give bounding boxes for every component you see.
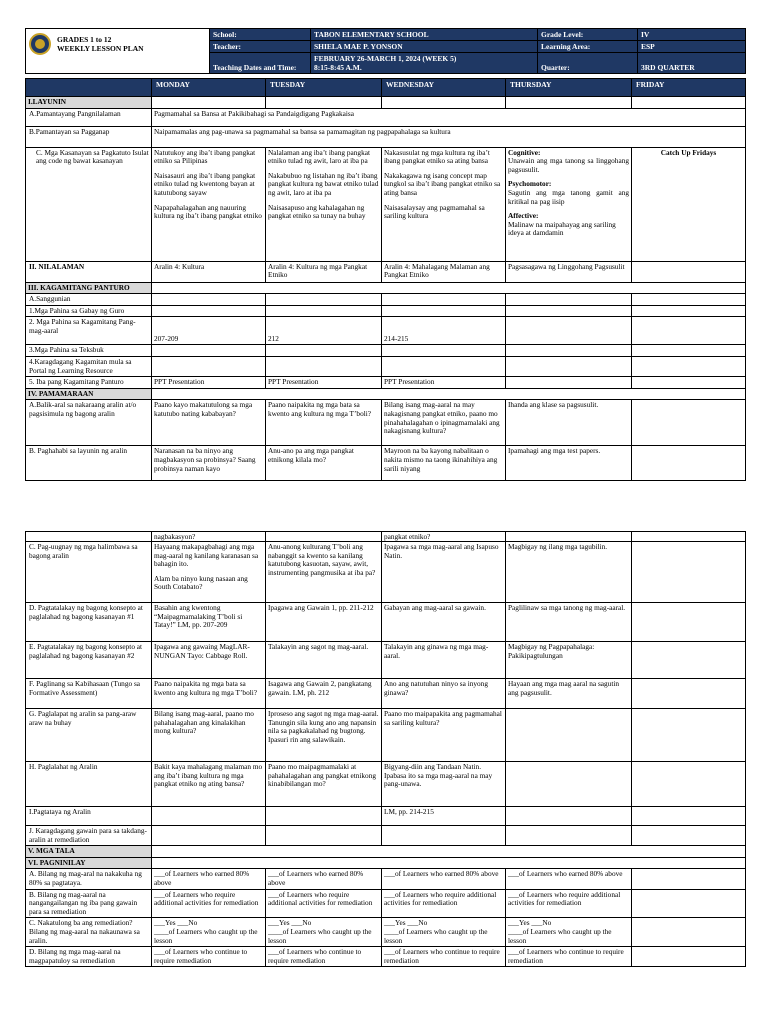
- day-header-thursday: THURSDAY: [506, 79, 632, 97]
- pag-uugnay-tuesday: Anu-anong kulturang T’boli ang nabanggit sa kwento sa kanilang katutubong kasuotan, sayaw, awit, instrumenting pangmusika at iba pa?: [266, 542, 382, 603]
- continue-remediation-tuesday: ___of Learners who continue to require remediation: [266, 947, 382, 967]
- row-label-paglalahat: H. Paglalahat ng Aralin: [26, 762, 152, 807]
- ppt-monday: PPT Presentation: [152, 377, 266, 389]
- row-label-paglalapat: G. Paglalapat ng aralin sa pang-araw araw na buhay: [26, 709, 152, 762]
- plan-title-line2: WEEKLY LESSON PLAN: [57, 44, 144, 53]
- pamantayang-pangnilalaman-text: Pagmamahal sa Bansa at Pakikibahagi sa Pandaigdigang Pagkakaisa: [152, 108, 746, 126]
- remediation-needed-wednesday: ___of Learners who require additional activities for remediation: [382, 889, 506, 918]
- nilalaman-monday: Aralin 4: Kultura: [152, 261, 266, 282]
- paglinang-monday: Paano naipakita ng mga bata sa kwento ang kultura ng mga T’boli?: [152, 679, 266, 709]
- pagtatalakay-2-wednesday: Talakayin ang ginawa ng mga mag-aaral.: [382, 642, 506, 679]
- row-label-remediation-helped: C. Nakatulong ba ang remediation? Bilang ng mag-aaral na nakaunawa sa aralin.: [26, 918, 152, 947]
- row-label-nakakuha-80: A. Bilang ng mag-aral na nakakuha ng 80% sa pagtataya.: [26, 869, 152, 889]
- nakakuha-80-tuesday: ___of Learners who earned 80% above: [266, 869, 382, 889]
- row-label-iba-pang-kagamitan: 5. Iba pang Kagamitang Panturo: [26, 377, 152, 389]
- kagamitan-pages-wednesday: 214-215: [382, 317, 506, 345]
- pagtatalakay-2-thursday: Magbigay ng Pagpapahalaga: Pakikipagtulungan: [506, 642, 632, 679]
- day-header-friday: FRIDAY: [632, 79, 746, 97]
- kasanayan-wednesday-1: Nakasusulat ng mga kultura ng iba’t ibang pangkat etniko sa ating bansa: [384, 147, 490, 166]
- psychomotor-label: Psychomotor:: [508, 179, 552, 189]
- affective-text: Malinaw na maipahayag ang sariling ideya at damdamin: [508, 219, 616, 238]
- nilalaman-thursday: Pagsasagawa ng Linggohang Pagsusulit: [506, 261, 632, 282]
- paglalapat-monday: Bilang isang mag-aaral, paano mo pahahalagahan ang kinalakihan mong kultura?: [152, 709, 266, 762]
- header-title-cell: [26, 29, 210, 74]
- kasanayan-monday: [152, 147, 266, 261]
- pagtataya-wednesday: LM, pp. 214-215: [382, 807, 506, 826]
- pagtatalakay-1-tuesday: Ipagawa ang Gawain 1, pp. 211-212: [266, 603, 382, 642]
- day-header-monday: MONDAY: [152, 79, 266, 97]
- ppt-wednesday: PPT Presentation: [382, 377, 506, 389]
- pagtatalakay-1-wednesday: Gabayan ang mag-aaral sa gawain.: [382, 603, 506, 642]
- row-label-paglinang: F. Paglinang sa Kabihasaan (Tungo sa Formative Assessment): [26, 679, 152, 709]
- remediation-needed-tuesday: ___of Learners who require additional activities for remediation: [266, 889, 382, 918]
- day-header-tuesday: TUESDAY: [266, 79, 382, 97]
- yes-no: ___Yes ___No: [154, 918, 198, 928]
- pag-uugnay-monday-2: Alam ba ninyo kung nasaan ang South Cotabato?: [154, 573, 248, 592]
- area-value: ESP: [638, 41, 746, 53]
- section-mga-tala: V. MGA TALA: [26, 846, 152, 858]
- section-pamamaraan: IV. PAMAMARAAN: [26, 388, 152, 400]
- section-nilalaman: II. NILALAMAN: [26, 261, 152, 282]
- nilalaman-tuesday: Aralin 4: Kultura ng mga Pangkat Etniko: [266, 261, 382, 282]
- caught-up: ____of Learners who caught up the lesson: [384, 926, 488, 945]
- pag-uugnay-monday-1: Hayaang makapagbahagi ang mga mag-aaral ng kanilang karanasan sa bahagin ito.: [154, 542, 259, 569]
- dates-value: [311, 53, 538, 74]
- pamantayan-pagganap-text: Naipamamalas ang pag-unawa sa pagmamahal sa bansa sa pamamagitan ng pagpapahalaga sa kultura: [152, 126, 746, 147]
- caught-up: ____of Learners who caught up the lesson: [268, 926, 372, 945]
- balik-aral-tuesday: Paano naipakita ng mga bata sa kwento ang kultura ng mga T’boli?: [266, 400, 382, 446]
- teacher-value: SHIELA MAE P. YONSON: [311, 41, 538, 53]
- row-label-pagtatalakay-2: E. Pagtatalakay ng bagong konsepto at paglalahad ng bagong kasanayan #2: [26, 642, 152, 679]
- continued-monday: nagbakasyon?: [152, 532, 266, 542]
- row-label-remediation-needed: B. Bilang ng mag-aaral na nangangailangan ng iba pang gawain para sa remediation: [26, 889, 152, 918]
- deped-seal-icon: [29, 33, 51, 55]
- row-label-kasanayan: C. Mga Kasanayan sa Pagkatuto Isulat ang code ng bawat kasanayan: [26, 147, 152, 261]
- remediation-helped-thursday: [506, 918, 632, 947]
- row-label-gabay-guro: 1.Mga Pahina sa Gabay ng Guro: [26, 305, 152, 317]
- pag-uugnay-wednesday: Ipagawa sa mga mag-aaral ang Isapuso Natin.: [382, 542, 506, 603]
- remediation-helped-wednesday: [382, 918, 506, 947]
- section-layunin: I.LAYUNIN: [26, 97, 152, 109]
- ppt-tuesday: PPT Presentation: [266, 377, 382, 389]
- kasanayan-tuesday: [266, 147, 382, 261]
- paglalapat-tuesday: Iproseso ang sagot ng mga mag-aaral. Tanungin sila kung ano ang napansin nila sa pagkakalahad ng bugtong. Ipasuri rin ang salawikain.: [266, 709, 382, 762]
- kasanayan-tuesday-3: Naisasapuso ang kahalagahan ng pangkat etniko sa tunay na buhay: [268, 202, 366, 221]
- yes-no: ___Yes ___No: [384, 918, 428, 928]
- kagamitan-pages-tuesday: 212: [266, 317, 382, 345]
- kagamitan-pages-monday: 207-209: [152, 317, 266, 345]
- lesson-table-page2: [25, 531, 746, 967]
- teacher-label: Teacher:: [210, 41, 311, 53]
- pagtatalakay-1-thursday: Paglilinaw sa mga tanong ng mag-aaral.: [506, 603, 632, 642]
- paglalahat-monday: Bakit kaya mahalagang malaman mo ang iba’t ibang kultura ng mga pangkat etniko ng ating bansa?: [152, 762, 266, 807]
- yes-no: ___Yes ___No: [268, 918, 312, 928]
- header-table: [25, 28, 746, 74]
- plan-title-line1: GRADES 1 to 12: [57, 35, 112, 44]
- cognitive-label: Cognitive:: [508, 147, 541, 157]
- kasanayan-tuesday-1: Nalalaman ang iba’t ibang pangkat etniko tulad ng awit, laro at iba pa: [268, 147, 370, 166]
- lesson-table-page1: [25, 78, 746, 481]
- row-label-teksbuk: 3.Mga Pahina sa Teksbuk: [26, 345, 152, 357]
- paglinang-thursday: Hayaan ang mga mag aaral na sagutin ang pagsusulit.: [506, 679, 632, 709]
- dates-label: Teaching Dates and Time:: [210, 53, 311, 74]
- row-label-pag-uugnay: C. Pag-uugnay ng mga halimbawa sa bagong aralin: [26, 542, 152, 603]
- row-label-pagtataya: I.Pagtataya ng Aralin: [26, 807, 152, 826]
- pagtatalakay-1-monday: Basahin ang kwentong “Maipagmamalaking T’boli si Tatay!” LM, pp. 207-209: [152, 603, 266, 642]
- row-label-karagdagang-gawain: J. Karagdagang gawain para sa takdang-aralin at remediation: [26, 826, 152, 846]
- row-label-portal: 4.Karagdagang Kagamitan mula sa Portal ng Learning Resource: [26, 356, 152, 376]
- kasanayan-wednesday-2: Nakakagawa ng isang concept map tungkol sa iba’t ibang pangkat etniko sa ating bansa: [384, 170, 501, 197]
- kasanayan-tuesday-2: Nakabubuo ng listahan ng iba’t ibang pangkat kultura ng bawat etniko tulad ng awit, laro at iba pa: [268, 170, 379, 197]
- kasanayan-wednesday-3: Naisasalaysay ang pagmamahal sa sariling kultura: [384, 202, 485, 221]
- remediation-needed-thursday: ___of Learners who require additional activities for remediation: [506, 889, 632, 918]
- row-label-pamantayang-pangnilalaman: A.Pamantayang Pangnilalaman: [26, 108, 152, 126]
- continued-wednesday: pangkat etniko?: [382, 532, 506, 542]
- row-label-balik-aral: A.Balik-aral sa nakaraang aralin at/o pagsisimula ng bagong aralin: [26, 400, 152, 446]
- pagtatalakay-2-tuesday: Talakayin ang sagot ng mag-aaral.: [266, 642, 382, 679]
- remediation-helped-monday: [152, 918, 266, 947]
- school-value: TABON ELEMENTARY SCHOOL: [311, 29, 538, 41]
- school-label: School:: [210, 29, 311, 41]
- psychomotor-text: Sagutin ang mga tanong gamit ang kritikal na pag iisip: [508, 187, 629, 206]
- kasanayan-monday-2: Naisasauri ang iba’t ibang pangkat etniko tulad ng kwentong bayan at katutubong sayaw: [154, 170, 256, 197]
- paghahabi-tuesday: Anu-ano pa ang mga pangkat etnikong kilala mo?: [266, 446, 382, 481]
- balik-aral-monday: Paano kayo makatutulong sa mga katutubo nating kababayan?: [152, 400, 266, 446]
- continue-remediation-monday: ___of Learners who continue to require remediation: [152, 947, 266, 967]
- section-pagninilay: VI. PAGNINILAY: [26, 857, 152, 869]
- dates-value-line1: FEBRUARY 26-MARCH 1, 2024 (WEEK 5): [314, 54, 457, 63]
- nakakuha-80-thursday: ___of Learners who earned 80% above: [506, 869, 632, 889]
- quarter-value: 3RD QUARTER: [638, 53, 746, 74]
- caught-up: ____of Learners who caught up the lesson: [508, 926, 612, 945]
- quarter-label: Quarter:: [538, 53, 638, 74]
- paglalapat-wednesday: Paano mo maipapakita ang pagmamahal sa sariling kultura?: [382, 709, 506, 762]
- balik-aral-thursday: Ihanda ang klase sa pagsusulit.: [506, 400, 632, 446]
- cognitive-text: Unawain ang mga tanong sa linggohang pagsusulit.: [508, 156, 629, 174]
- catch-up-fridays: Catch Up Fridays: [632, 147, 746, 261]
- pag-uugnay-thursday: Magbigay ng ilang mga tagubilin.: [506, 542, 632, 603]
- grade-label: Grade Level:: [538, 29, 638, 41]
- continue-remediation-wednesday: ___of Learners who continue to require remediation: [382, 947, 506, 967]
- dates-value-line2: 8:15-8:45 A.M.: [314, 63, 362, 72]
- kasanayan-wednesday: [382, 147, 506, 261]
- remediation-needed-monday: ___of Learners who require additional activities for remediation: [152, 889, 266, 918]
- nilalaman-wednesday: Aralin 4: Mahalagang Malaman ang Pangkat Etniko: [382, 261, 506, 282]
- paglalahat-tuesday: Paano mo maipagmamalaki at pahahalagahan ang pangkat etnikong kinabibilangan mo?: [266, 762, 382, 807]
- caught-up: ____of Learners who caught up the lesson: [154, 926, 258, 945]
- remediation-helped-tuesday: [266, 918, 382, 947]
- balik-aral-wednesday: Bilang isang mag-aaral na may nakagisnang pangkat etniko, paano mo pinahahalagahan o ipinagmamalaki ang nakagisnang kultura?: [382, 400, 506, 446]
- affective-label: Affective:: [508, 211, 539, 221]
- row-label-pagtatalakay-1: D. Pagtatalakay ng bagong konsepto at paglalahad ng bagong kasanayan #1: [26, 603, 152, 642]
- pagtatalakay-2-monday: Ipagawa ang gawaing MagLAR-NUNGAN Tayo: Cabbage Roll.: [152, 642, 266, 679]
- area-label: Learning Area:: [538, 41, 638, 53]
- row-label-kagamitang-pang-mag-aaral: 2. Mga Pahina sa Kagamitang Pang-mag-aaral: [26, 317, 152, 345]
- nakakuha-80-wednesday: ___of Learners who earned 80% above: [382, 869, 506, 889]
- paglinang-wednesday: Ano ang natutuhan ninyo sa inyong ginawa?: [382, 679, 506, 709]
- paghahabi-monday: Naranasan na ba ninyo ang magbakasyon sa probinsya? Saang probinsya naman kayo: [152, 446, 266, 481]
- row-label-sanggunian: A.Sanggunian: [26, 294, 152, 306]
- pag-uugnay-monday: [152, 542, 266, 603]
- nakakuha-80-monday: ___of Learners who earned 80% above: [152, 869, 266, 889]
- grade-value: IV: [638, 29, 746, 41]
- section-kagamitang-panturo: III. KAGAMITANG PANTURO: [26, 282, 152, 294]
- day-header-wednesday: WEDNESDAY: [382, 79, 506, 97]
- kasanayan-monday-3: Napapahalagahan ang nauuring kultura ng iba’t ibang pangkat etniko: [154, 202, 262, 221]
- continue-remediation-thursday: ___of Learners who continue to require remediation: [506, 947, 632, 967]
- row-label-pamantayan-pagganap: B.Pamantayan sa Pagganap: [26, 126, 152, 147]
- paglalahat-wednesday: Bigyang-diin ang Tandaan Natin. Ipabasa ito sa mga mag-aaral na may pang-unawa.: [382, 762, 506, 807]
- kasanayan-monday-1: Natutukoy ang iba’t ibang pangkat etniko sa Pilipinas: [154, 147, 256, 166]
- row-label-continue-remediation: D. Bilang ng mga mag-aaral na magpapatuloy sa remediation: [26, 947, 152, 967]
- yes-no: ___Yes ___No: [508, 918, 552, 928]
- paghahabi-thursday: Ipamahagi ang mga test papers.: [506, 446, 632, 481]
- kasanayan-thursday: [506, 147, 632, 261]
- day-header-blank: [26, 79, 152, 97]
- paglinang-tuesday: Isagawa ang Gawain 2, pangkatang gawain. LM, ph. 212: [266, 679, 382, 709]
- paghahabi-wednesday: Mayroon na ba kayong nabalitaan o nakita mismo na taong ikinahihiya ang sarili niyang: [382, 446, 506, 481]
- row-label-paghahabi: B. Paghahabi sa layunin ng aralin: [26, 446, 152, 481]
